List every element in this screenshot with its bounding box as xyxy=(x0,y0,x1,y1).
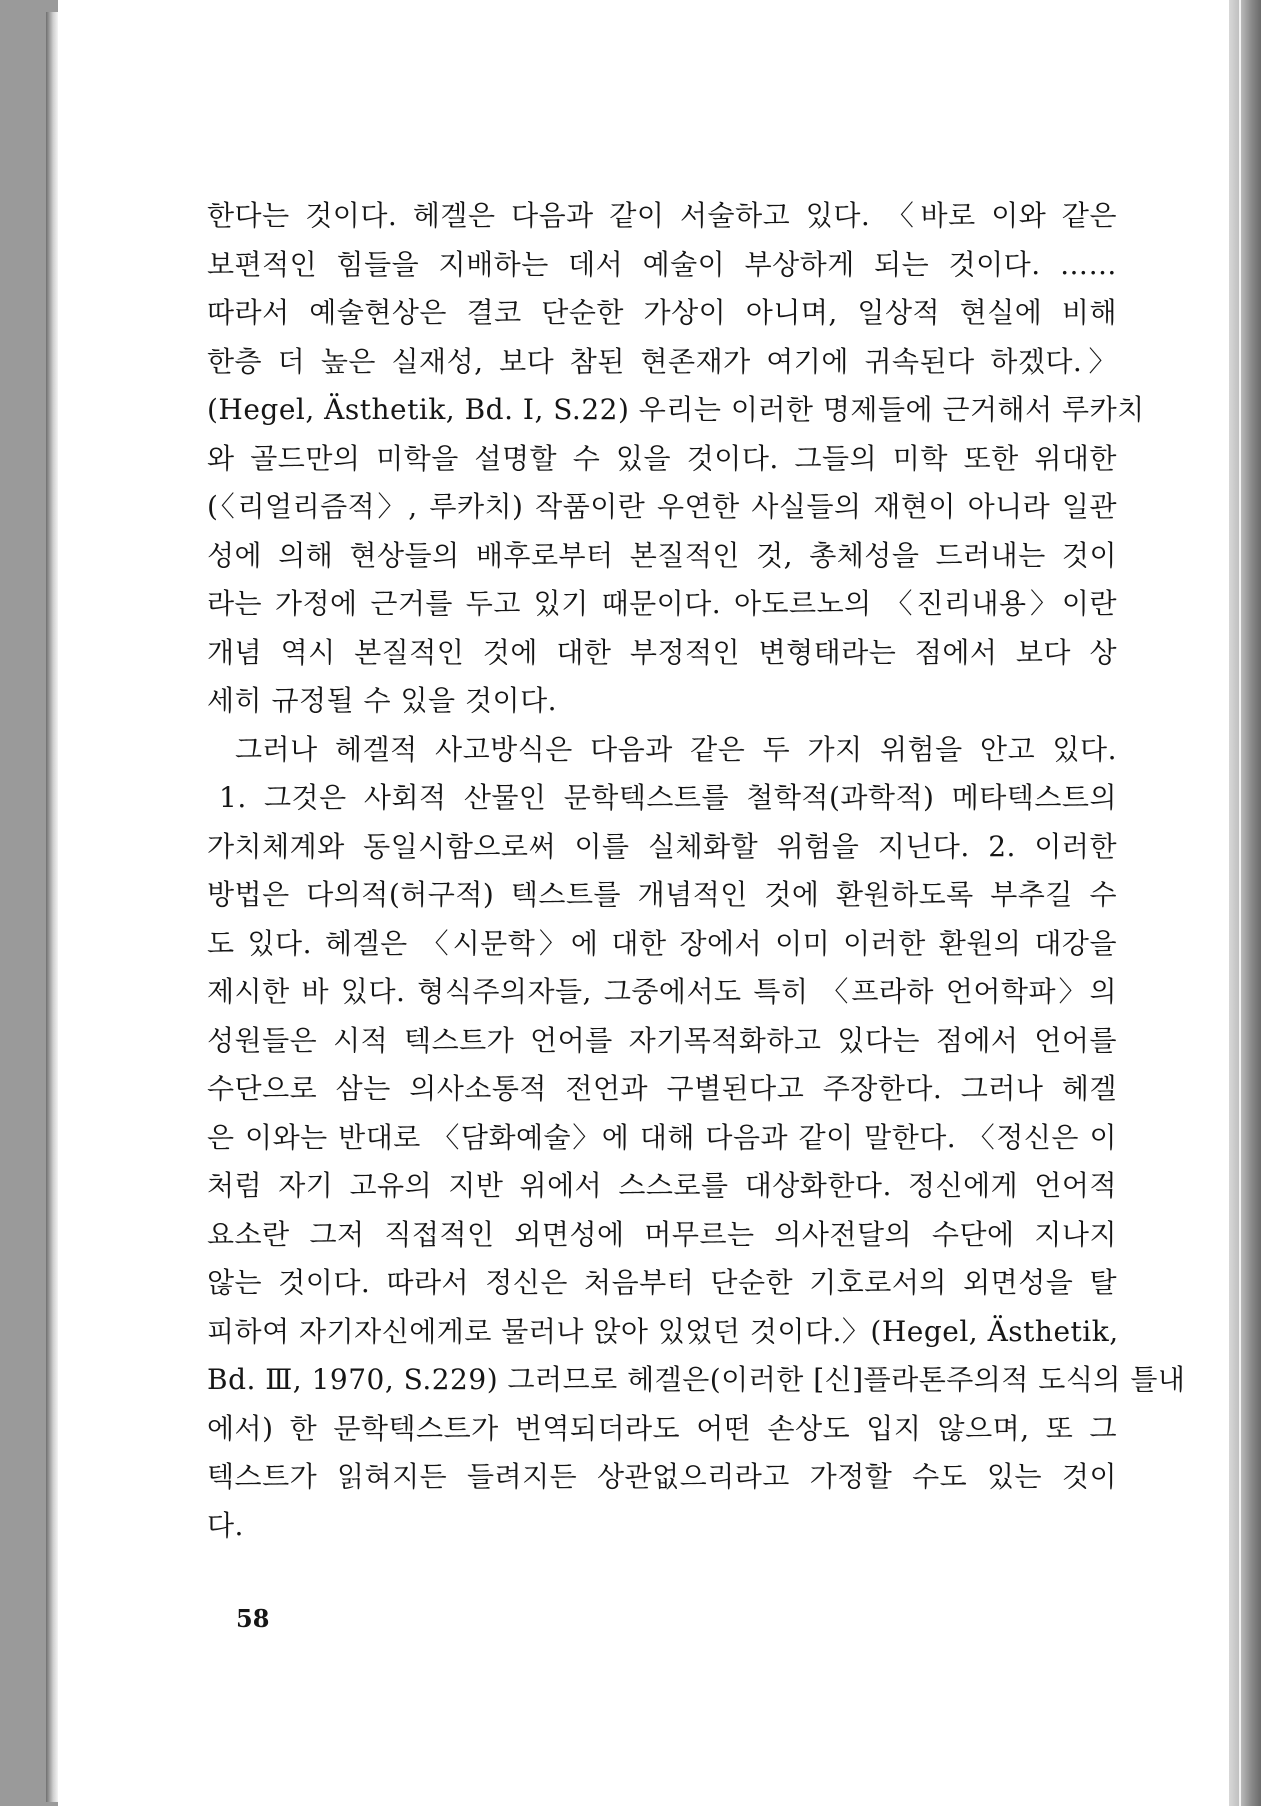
text-line: 한층 더 높은 실재성, 보다 참된 현존재가 여기에 귀속된다 하겠다.〉 xyxy=(207,344,1117,378)
text-line: 세히 규정될 수 있을 것이다. xyxy=(207,684,558,717)
text-line: 성원들은 시적 텍스트가 언어를 자기목적화하고 있다는 점에서 언어를 xyxy=(207,1023,1117,1057)
text-line: 한다는 것이다. 헤겔은 다음과 같이 서술하고 있다. 〈바로 이와 같은 xyxy=(207,199,1117,232)
paragraph-start-line: 그러나 헤겔적 사고방식은 다음과 같은 두 가지 위험을 안고 있다. xyxy=(235,732,1117,766)
text-line: 1. 그것은 사회적 산물인 문학텍스트를 철학적(과학적) 메타텍스트의 xyxy=(219,781,1117,814)
text-line: 피하여 자기자신에게로 물러나 앉아 있었던 것이다.〉(Hegel, Ästhetik, xyxy=(207,1314,1119,1348)
text-line: 와 골드만의 미학을 설명할 수 있을 것이다. 그들의 미학 또한 위대한 xyxy=(207,441,1117,475)
page-number: 58 xyxy=(236,1604,270,1633)
text-line: (〈리얼리즘적〉, 루카치) 작품이란 우연한 사실들의 재현이 아니라 일관 xyxy=(207,490,1117,523)
text-line: 않는 것이다. 따라서 정신은 처음부터 단순한 기호로서의 외면성을 탈 xyxy=(207,1266,1117,1299)
text-line: 성에 의해 현상들의 배후로부터 본질적인 것, 총체성을 드러내는 것이 xyxy=(207,538,1117,572)
text-line: 라는 가정에 근거를 두고 있기 때문이다. 아도르노의 〈진리내용〉이란 xyxy=(207,587,1117,620)
text-line: 도 있다. 헤겔은 〈시문학〉에 대한 장에서 이미 이러한 환원의 대강을 xyxy=(207,926,1117,960)
text-line: 다. xyxy=(207,1508,244,1542)
page-edge-left xyxy=(46,12,58,1802)
text-line: 개념 역시 본질적인 것에 대한 부정적인 변형태라는 점에서 보다 상 xyxy=(207,635,1117,669)
text-line: 수단으로 삼는 의사소통적 전언과 구별된다고 주장한다. 그러나 헤겔 xyxy=(207,1072,1117,1105)
body-text xyxy=(207,192,1186,1550)
text-line: (Hegel, Ästhetik, Bd. Ⅰ, S.22) 우리는 이러한 명제들에 근거해서 루카치 xyxy=(207,393,1145,426)
text-line: 가치체계와 동일시함으로써 이를 실체화할 위험을 지닌다. 2. 이러한 xyxy=(207,829,1117,863)
text-line: 텍스트가 읽혀지든 들려지든 상관없으리라고 가정할 수도 있는 것이 xyxy=(207,1460,1117,1493)
page-edge-right xyxy=(1229,0,1261,1806)
text-line: 에서) 한 문학텍스트가 번역되더라도 어떤 손상도 입지 않으며, 또 그 xyxy=(207,1411,1117,1445)
text-line: Bd. Ⅲ, 1970, S.229) 그러므로 헤겔은(이러한 [신]플라톤주의적 도식의 틀내 xyxy=(207,1363,1186,1396)
text-line: 처럼 자기 고유의 지반 위에서 스스로를 대상화한다. 정신에게 언어적 xyxy=(207,1169,1117,1202)
text-line: 은 이와는 반대로 〈담화예술〉에 대해 다음과 같이 말한다. 〈정신은 이 xyxy=(207,1120,1117,1154)
text-line: 요소란 그저 직접적인 외면성에 머무르는 의사전달의 수단에 지나지 xyxy=(207,1217,1117,1251)
text-line: 방법은 다의적(허구적) 텍스트를 개념적인 것에 환원하도록 부추길 수 xyxy=(207,878,1117,911)
text-line: 보편적인 힘들을 지배하는 데서 예술이 부상하게 되는 것이다. …… xyxy=(207,247,1117,281)
text-line: 따라서 예술현상은 결코 단순한 가상이 아니며, 일상적 현실에 비해 xyxy=(207,296,1117,329)
text-line: 제시한 바 있다. 형식주의자들, 그중에서도 특히 〈프라하 언어학파〉의 xyxy=(207,975,1117,1008)
